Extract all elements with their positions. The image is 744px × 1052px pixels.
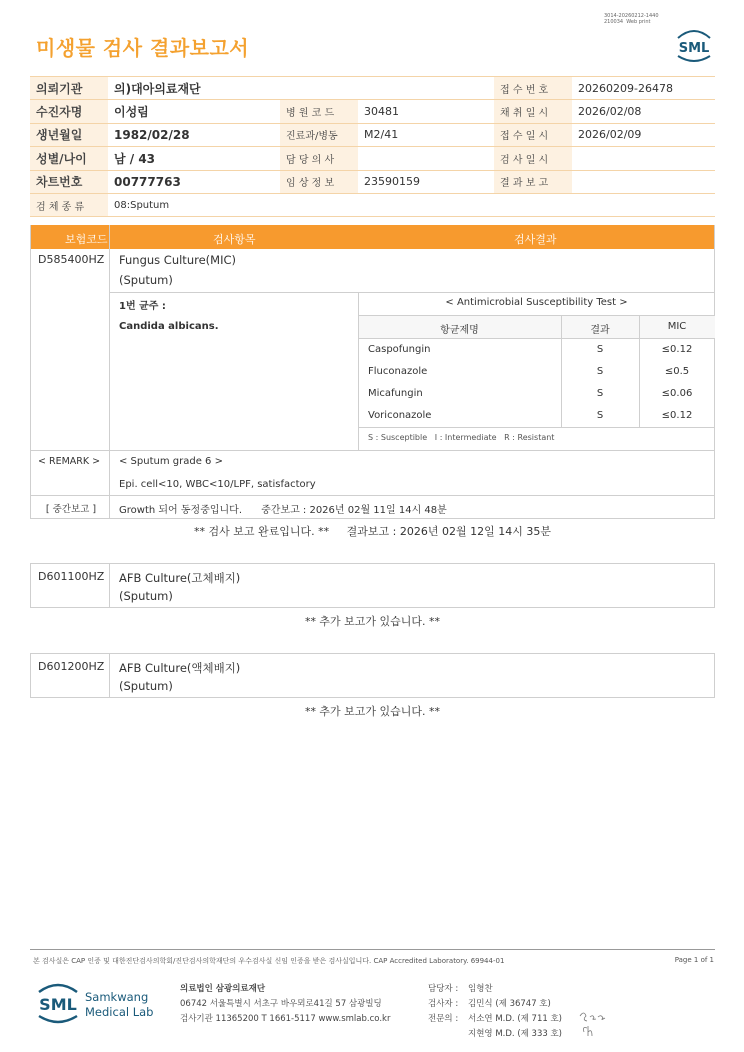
staff2-label: 검사자 : xyxy=(428,999,459,1009)
ast-legend: S : Susceptible I : Intermediate R : Resistant xyxy=(368,433,555,442)
ast-mic: ≤0.5 xyxy=(664,366,690,377)
col-item: 검사항목 xyxy=(213,233,256,246)
strain-name: Candida albicans. xyxy=(119,321,219,332)
afb-solid-note: ** 추가 보고가 있습니다. ** xyxy=(304,615,441,628)
value-receipt-date: 2026/02/09 xyxy=(572,123,715,146)
label-receipt-no: 접 수 번 호 xyxy=(494,77,572,100)
ast-col-result: 결과 xyxy=(590,325,610,336)
value-receipt-no: 20260209-26478 xyxy=(572,77,715,100)
ast-drug: Micafungin xyxy=(368,388,423,399)
svg-text:SML: SML xyxy=(678,41,710,56)
strain-label: 1번 균주 : xyxy=(119,301,166,312)
value-chart: 00777763 xyxy=(108,170,280,193)
afb-liquid-note: ** 추가 보고가 있습니다. ** xyxy=(304,705,441,718)
logo-name-2: Medical Lab xyxy=(85,1005,154,1019)
value-collect-date: 2026/02/08 xyxy=(572,100,715,123)
label-collect-date: 채 취 일 시 xyxy=(494,100,572,123)
afb-solid-block xyxy=(30,563,715,608)
staff3-label: 전문의 : xyxy=(428,1014,459,1024)
fungus-name: Fungus Culture(MIC) xyxy=(119,253,236,267)
label-hospital-code: 병 원 코 드 xyxy=(280,100,358,123)
ast-result: S xyxy=(596,344,604,355)
interim-label: [ 중간보고 ] xyxy=(45,504,97,515)
ast-mic: ≤0.12 xyxy=(661,344,693,355)
ast-result: S xyxy=(596,388,604,399)
value-doctor xyxy=(358,147,494,170)
staff2-name: 김민식 (제 36747 호) xyxy=(468,999,551,1009)
remark-detail: Epi. cell<10, WBC<10/LPF, satisfactory xyxy=(119,479,316,490)
svg-text:SML: SML xyxy=(39,995,77,1014)
value-sex-age: 남 / 43 xyxy=(108,147,280,170)
remark-grade: < Sputum grade 6 > xyxy=(119,456,223,467)
org-name: 의료법인 삼광의료재단 xyxy=(180,984,266,994)
label-sex-age: 성별/나이 xyxy=(30,147,108,170)
label-dob: 생년월일 xyxy=(30,123,108,146)
value-requester: 의)대아의료재단 xyxy=(108,77,494,100)
value-hospital-code: 30481 xyxy=(358,100,494,123)
staff4-name: 지현영 M.D. (제 333 호) xyxy=(468,1029,563,1039)
org-contact: 검사기관 11365200 T 1661-5117 www.smlab.co.kr xyxy=(180,1014,391,1024)
label-doctor: 담 당 의 사 xyxy=(280,147,358,170)
org-address: 06742 서울특별시 서초구 바우뫼로41길 57 삼광빌딩 xyxy=(180,999,382,1009)
value-dob: 1982/02/28 xyxy=(108,123,280,146)
result-table-header xyxy=(31,225,714,249)
col-result: 검사결과 xyxy=(514,233,557,246)
afb-liquid-name: AFB Culture(액체배지) xyxy=(119,661,241,675)
ast-col-mic: MIC xyxy=(667,321,687,332)
label-test-date: 검 사 일 시 xyxy=(494,147,572,170)
ast-result: S xyxy=(596,410,604,421)
fungus-code: D585400HZ xyxy=(38,253,105,266)
value-name: 이성림 xyxy=(108,100,280,123)
ast-mic: ≤0.06 xyxy=(661,388,693,399)
label-dept: 진료과/병동 xyxy=(280,123,358,146)
patient-info-table xyxy=(30,76,715,217)
ast-mic: ≤0.12 xyxy=(661,410,693,421)
afb-liquid-sub: (Sputum) xyxy=(119,679,173,693)
value-dept: M2/41 xyxy=(358,123,494,146)
label-chart: 차트번호 xyxy=(30,170,108,193)
afb-solid-code: D601100HZ xyxy=(38,570,105,583)
cert-text: 본 검사실은 CAP 인증 및 대한진단검사의학회/진단검사의학재단의 우수검사실 신임 인증을 받은 검사실입니다. CAP Accredited Laboratory. 69944-01 xyxy=(33,957,505,965)
page-number: Page 1 of 1 xyxy=(674,956,714,964)
ast-drug: Caspofungin xyxy=(368,344,431,355)
afb-solid-sub: (Sputum) xyxy=(119,589,173,603)
afb-solid-name: AFB Culture(고체배지) xyxy=(119,571,241,585)
staff3-name: 서소연 M.D. (제 711 호) xyxy=(468,1014,563,1024)
label-requester: 의뢰기관 xyxy=(30,77,108,100)
logo-name-1: Samkwang xyxy=(85,990,149,1004)
fungus-result-block xyxy=(30,225,715,519)
footer-divider xyxy=(30,949,715,950)
complete-note: ** 검사 보고 완료입니다. ** 결과보고 : 2026년 02월 12일 14시 35분 xyxy=(194,525,551,538)
label-name: 수진자명 xyxy=(30,100,108,123)
label-specimen: 검 체 종 류 xyxy=(30,193,108,216)
print-code: 3014-20260212-1440 210034 Web print xyxy=(604,13,659,25)
fungus-sub: (Sputum) xyxy=(119,273,173,287)
label-report: 결 과 보 고 xyxy=(494,170,572,193)
value-clinical: 23590159 xyxy=(358,170,494,193)
ast-drug: Fluconazole xyxy=(368,366,428,377)
afb-liquid-code: D601200HZ xyxy=(38,660,105,673)
value-report xyxy=(572,170,715,193)
label-receipt-date: 접 수 일 시 xyxy=(494,123,572,146)
afb-liquid-block xyxy=(30,653,715,698)
value-specimen: 08:Sputum xyxy=(108,193,715,216)
signature-icon xyxy=(576,1008,612,1040)
staff1-name: 임형찬 xyxy=(468,984,493,994)
ast-drug: Voriconazole xyxy=(368,410,432,421)
remark-label: < REMARK > xyxy=(38,456,101,467)
label-clinical: 임 상 정 보 xyxy=(280,170,358,193)
ast-title: < Antimicrobial Susceptibility Test > xyxy=(445,297,628,308)
col-code: 보험코드 xyxy=(65,233,108,246)
staff1-label: 담당자 : xyxy=(428,984,459,994)
sml-logo-icon xyxy=(672,26,716,64)
interim-text: Growth 되어 동정중입니다. 중간보고 : 2026년 02월 11일 14시 48분 xyxy=(119,505,447,516)
ast-result: S xyxy=(596,366,604,377)
sml-footer-logo-icon xyxy=(34,980,82,1026)
ast-col-drug: 항균제명 xyxy=(440,325,479,336)
page-title: 미생물 검사 결과보고서 xyxy=(36,36,250,60)
value-test-date xyxy=(572,147,715,170)
